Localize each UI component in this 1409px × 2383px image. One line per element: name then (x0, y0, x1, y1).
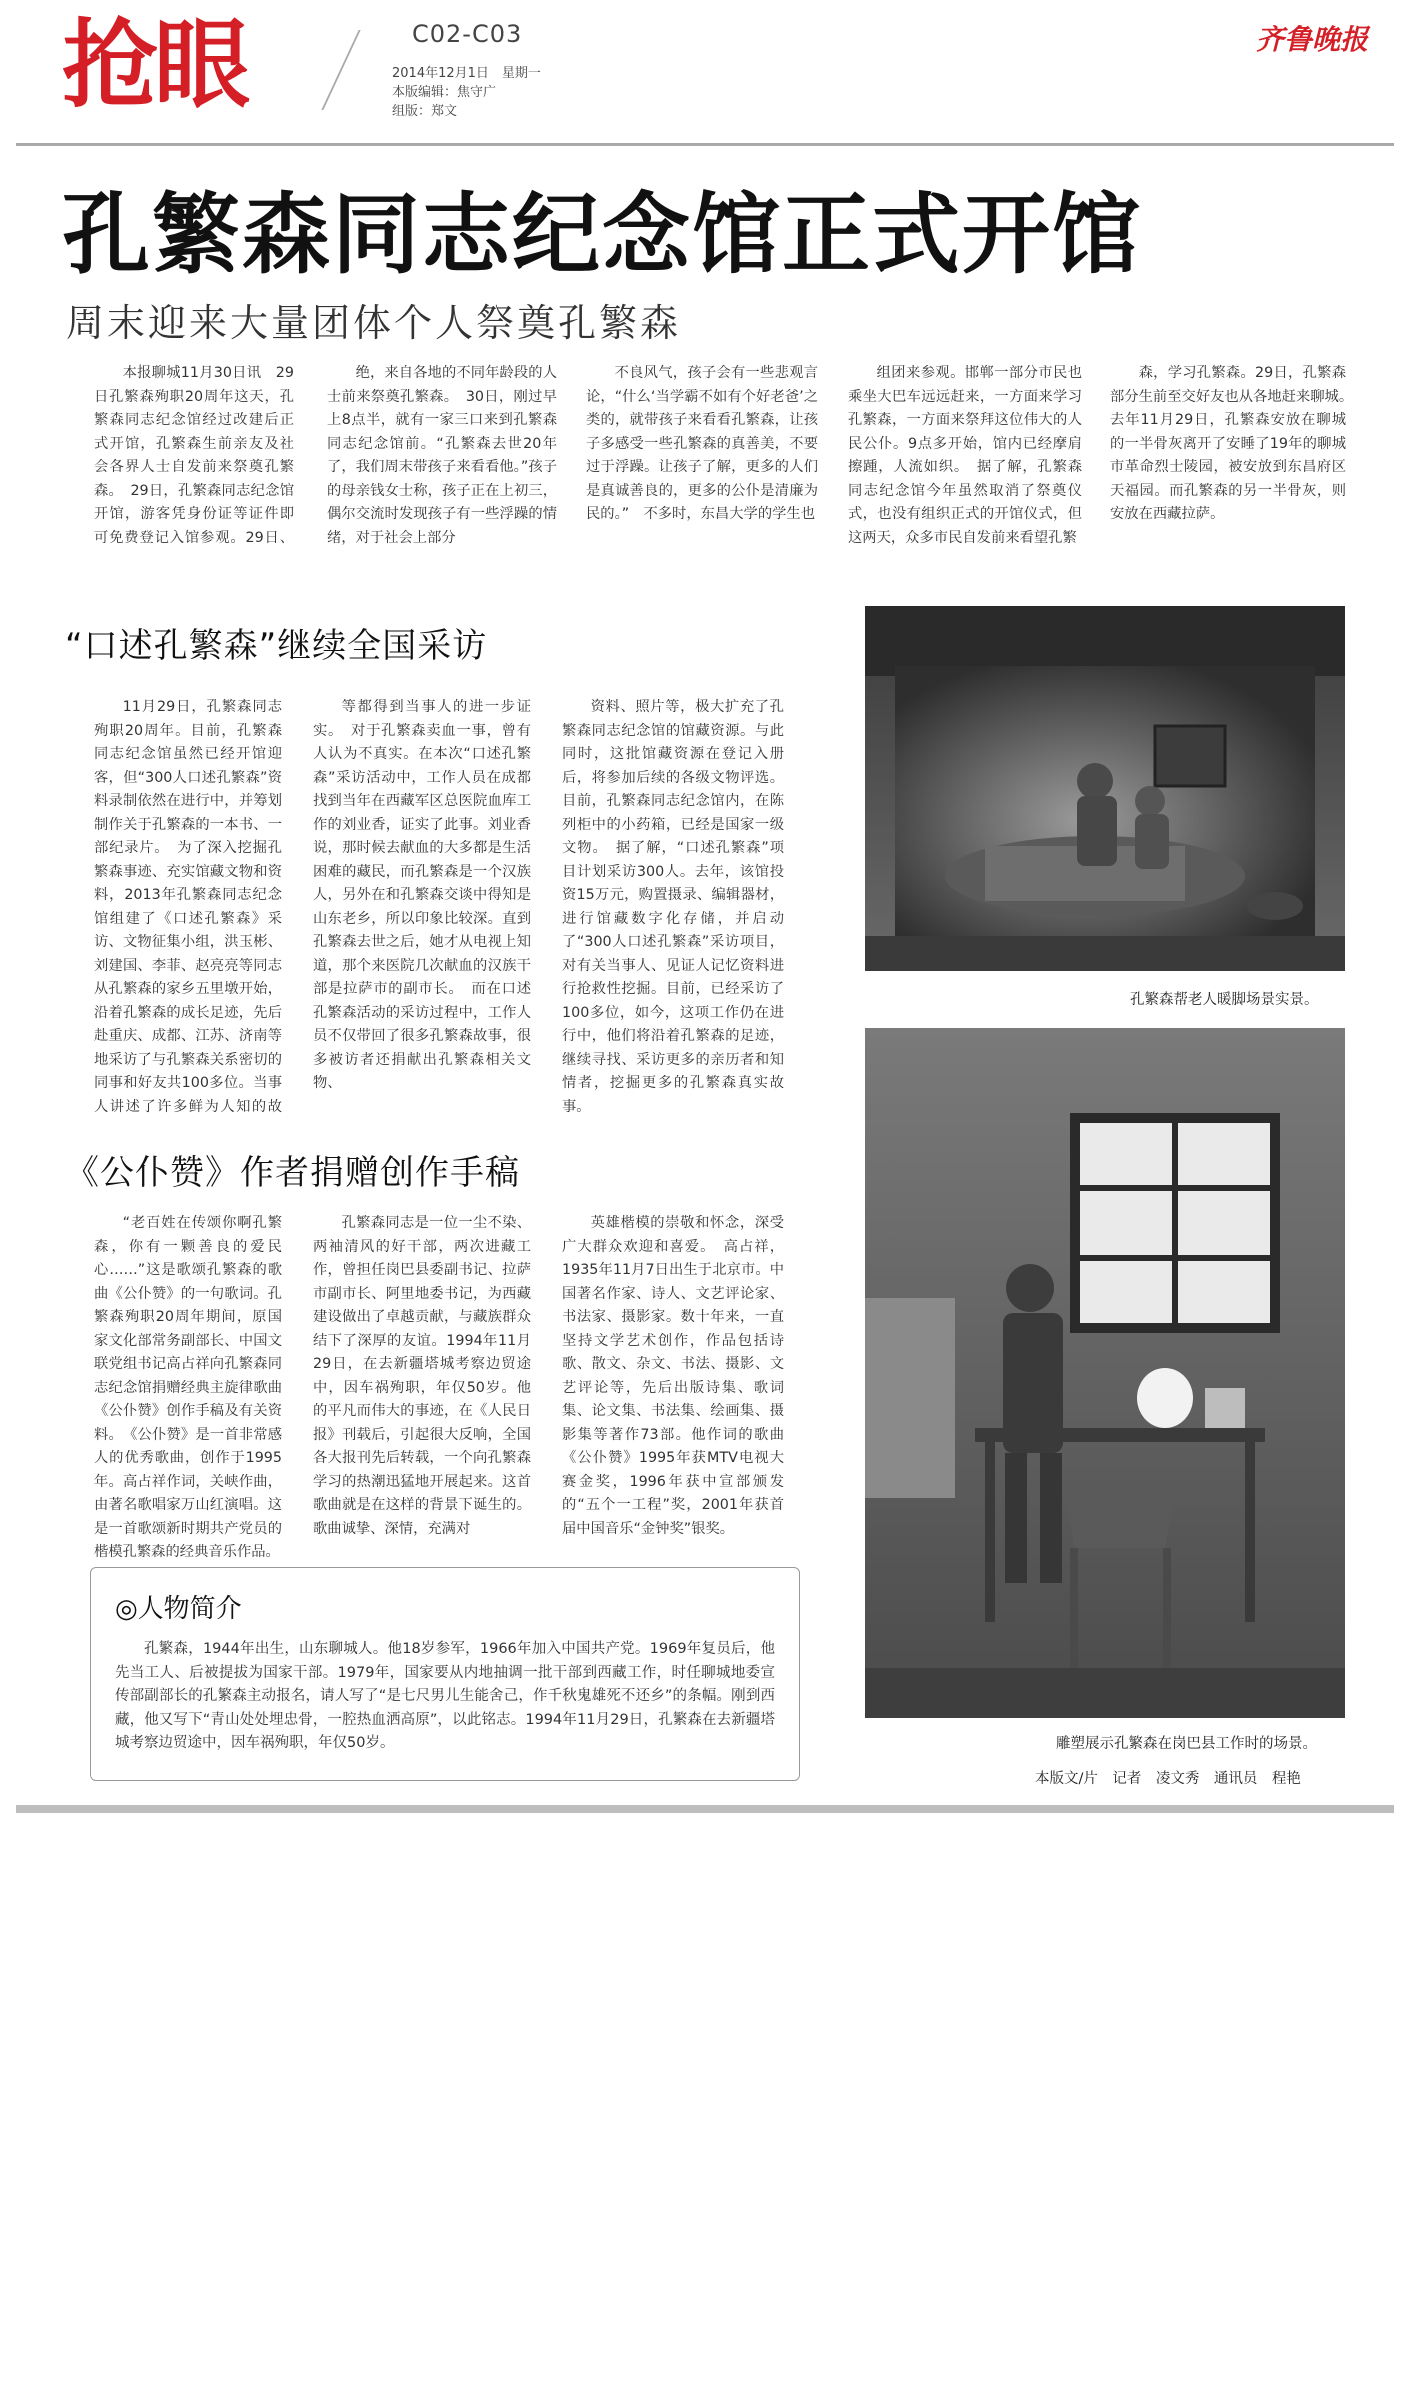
editor-credit: 本版编辑：焦守广 (392, 85, 497, 100)
bottom-rule (16, 1805, 1394, 1813)
section-title-oral-history: “口述孔繁森”继续全国采访 (65, 626, 488, 666)
photo-credit: 本版文/片 记者 凌文秀 通讯员 程艳 (1035, 1771, 1301, 1787)
masthead-logo: 抢眼 (62, 9, 246, 121)
page-headline: 孔繁森同志纪念馆正式开馆 (62, 183, 1143, 286)
section2-col-2: 孔繁森同志是一位一尘不染、两袖清风的好干部，两次进藏工作，曾担任岗巴县委副书记、拉萨市副市长、阿里地委书记，为西藏建设做出了卓越贡献，与藏族群众结下了深厚的友谊。1994年11月29日，在去新疆塔城考察边贸途中，因车祸殉职，年仅50岁。他的平凡而伟大的事迹，在《人民日报》刊载后，引起很大反响，全国各大报刊先后转载，一个向孔繁森学习的热潮迅猛地开展起来。这首歌曲就是在这样的背景下诞生的。歌曲诚挚、深情，充满对 (313, 1215, 531, 1537)
lead-article-col-4: 组团来参观。邯郸一部分市民也乘坐大巴车远远赶来，一方面来学习孔繁森，一方面来祭拜这位伟大的人民公仆。9点多开始，馆内已经摩肩擦踵，人流如织。 据了解，孔繁森同志纪念馆今年虽然取消了祭奠仪式，也没有组织正式的开馆仪式，但这两天，众多市民自发前来看望孔繁 (848, 365, 1082, 546)
section1-col-2: 等都得到当事人的进一步证实。 对于孔繁森卖血一事，曾有人认为不真实。在本次“口述孔繁森”采访活动中，工作人员在成都找到当年在西藏军区总医院血库工作的刘业香，证实了此事。刘业香说，那时候去献血的大多都是生活困难的藏民，而孔繁森是一个汉族人，另外在和孔繁森交谈中得知是山东老乡，所以印象比较深。直到孔繁森去世之后，她才从电视上知道，那个来医院几次献血的汉族干部是拉萨市的副市长。 而在口述孔繁森活动的采访过程中，工作人员不仅带回了很多孔繁森故事，很多被访者还捐献出孔繁森相关文物、 (313, 699, 531, 1091)
section2-col-3: 英雄楷模的崇敬和怀念，深受广大群众欢迎和喜爱。 高占祥，1935年11月7日出生于北京市。中国著名作家、诗人、文艺评论家、书法家、摄影家。数十年来，一直坚持文学艺术创作，作品包括诗歌、散文、杂文、书法、摄影、文艺评论等，先后出版诗集、歌词集、论文集、书法集、绘画集、摄影集等著作73部。他作词的歌曲《公仆赞》1995年获MTV电视大赛金奖，1996年获中宣部颁发的“五个一工程”奖，2001年获首届中国音乐“金钟奖”银奖。 (562, 1215, 784, 1537)
profile-box-text: 孔繁森，1944年出生，山东聊城人。他18岁参军，1966年加入中国共产党。1969年复员后，他先当工人、后被提拔为国家干部。1979年，国家要从内地抽调一批干部到西藏工作，时任聊城地委宣传部副部长的孔繁森主动报名，请人写了“是七尺男儿生能舍己，作千秋鬼雄死不还乡”的条幅。刚到西藏，他又写下“青山处处埋忠骨，一腔热血洒高原”，以此铭志。1994年11月29日，孔繁森在去新疆塔城考察边贸途中，因车祸殉职，年仅50岁。 (115, 1641, 775, 1751)
section2-col-1: “老百姓在传颂你啊孔繁森，你有一颗善良的爱民心……”这是歌颂孔繁森的歌曲《公仆赞》的一句歌词。孔繁森殉职20周年期间，原国家文化部常务副部长、中国文联党组书记高占祥向孔繁森同志纪念馆捐赠经典主旋律歌曲《公仆赞》创作手稿及有关资料。 《公仆赞》是一首非常感人的优秀歌曲，创作于1995年。高占祥作词，关峡作曲，由著名歌唱家万山红演唱。这是一首歌颂新时期共产党员的楷模孔繁森的经典音乐作品。 (94, 1215, 282, 1560)
page-number: C02-C03 (412, 20, 523, 48)
layout-credit: 组版：郑文 (392, 104, 458, 119)
masthead-rule (16, 143, 1394, 146)
lead-article-col-1: 本报聊城11月30日讯 29日孔繁森殉职20周年这天，孔繁森同志纪念馆经过改建后正式开馆，孔繁森生前亲友及社会各界人士自发前来祭奠孔繁森。 29日，孔繁森同志纪念馆开馆，游客凭身份证等证件即可免费登记入馆参观。29日、 (94, 365, 294, 546)
photo-sculpture-office-scene (865, 1028, 1345, 1718)
section1-col-3: 资料、照片等，极大扩充了孔繁森同志纪念馆的馆藏资源。与此同时，这批馆藏资源在登记入册后，将参加后续的各级文物评选。目前，孔繁森同志纪念馆内，在陈列柜中的小药箱，已经是国家一级文物。 据了解，“口述孔繁森”项目计划采访300人。去年，该馆投资15万元，购置摄录、编辑器材，进行馆藏数字化存储，并启动了“300人口述孔繁森”采访项目，对有关当事人、见证人记忆资料进行抢救性挖掘。目前，已经采访了100多位，如今，这项工作仍在进行中，他们将沿着孔繁森的足迹，继续寻找、采访更多的亲历者和知情者，挖掘更多的孔繁森真实故事。 (562, 699, 784, 1115)
issue-date: 2014年12月1日 星期一 (392, 66, 541, 81)
lead-article-col-2: 绝，来自各地的不同年龄段的人士前来祭奠孔繁森。 30日，刚过早上8点半，就有一家三口来到孔繁森同志纪念馆前。“孔繁森去世20年了，我们周末带孩子来看看他。”孩子的母亲钱女士称，孩子正在上初三，偶尔交流时发现孩子有一些浮躁的情绪，对于社会上部分 (327, 365, 557, 546)
lead-article-col-3: 不良风气，孩子会有一些悲观言论，“什么‘当学霸不如有个好老爸’之类的，就带孩子来看看孔繁森，让孩子多感受一些孔繁森的真善美，不要过于浮躁。让孩子了解，更多的人们是真诚善良的，更多的公仆是清廉为民的。” 不多时，东昌大学的学生也 (586, 365, 818, 522)
profile-box (90, 1567, 800, 1781)
photo-warming-feet-scene (865, 606, 1345, 971)
lead-article-col-5: 森，学习孔繁森。29日，孔繁森部分生前至交好友也从各地赶来聊城。 去年11月29日，孔繁森安放在聊城的一半骨灰离开了安睡了19年的聊城市革命烈士陵园，被安放到东昌府区天福园。而孔繁森的另一半骨灰，则安放在西藏拉萨。 (1110, 365, 1346, 522)
masthead-divider (321, 30, 360, 110)
profile-box-title: ◎人物简介 (115, 1594, 242, 1624)
photo1-caption: 孔繁森帮老人暖脚场景实景。 (1130, 992, 1319, 1008)
newspaper-brand: 齐鲁晚报 (1256, 23, 1369, 56)
page-subheadline: 周末迎来大量团体个人祭奠孔繁森 (66, 301, 682, 345)
section1-col-1: 11月29日，孔繁森同志殉职20周年。目前，孔繁森同志纪念馆虽然已经开馆迎客，但“300人口述孔繁森”资料录制依然在进行中，并筹划制作关于孔繁森的一本书、一部纪录片。 为了深入挖掘孔繁森事迹、充实馆藏文物和资料，2013年孔繁森同志纪念馆组建了《口述孔繁森》采访、文物征集小组，洪玉彬、刘建国、李菲、赵亮亮等同志从孔繁森的家乡五里墩开始，沿着孔繁森的成长足迹，先后赴重庆、成都、江苏、济南等地采访了与孔繁森关系密切的同事和好友共100多位。当事人讲述了许多鲜为人知的故 (94, 699, 282, 1115)
section-title-manuscript: 《公仆赞》作者捐赠创作手稿 (65, 1153, 520, 1193)
photo2-caption: 雕塑展示孔繁森在岗巴县工作时的场景。 (1056, 1736, 1317, 1752)
